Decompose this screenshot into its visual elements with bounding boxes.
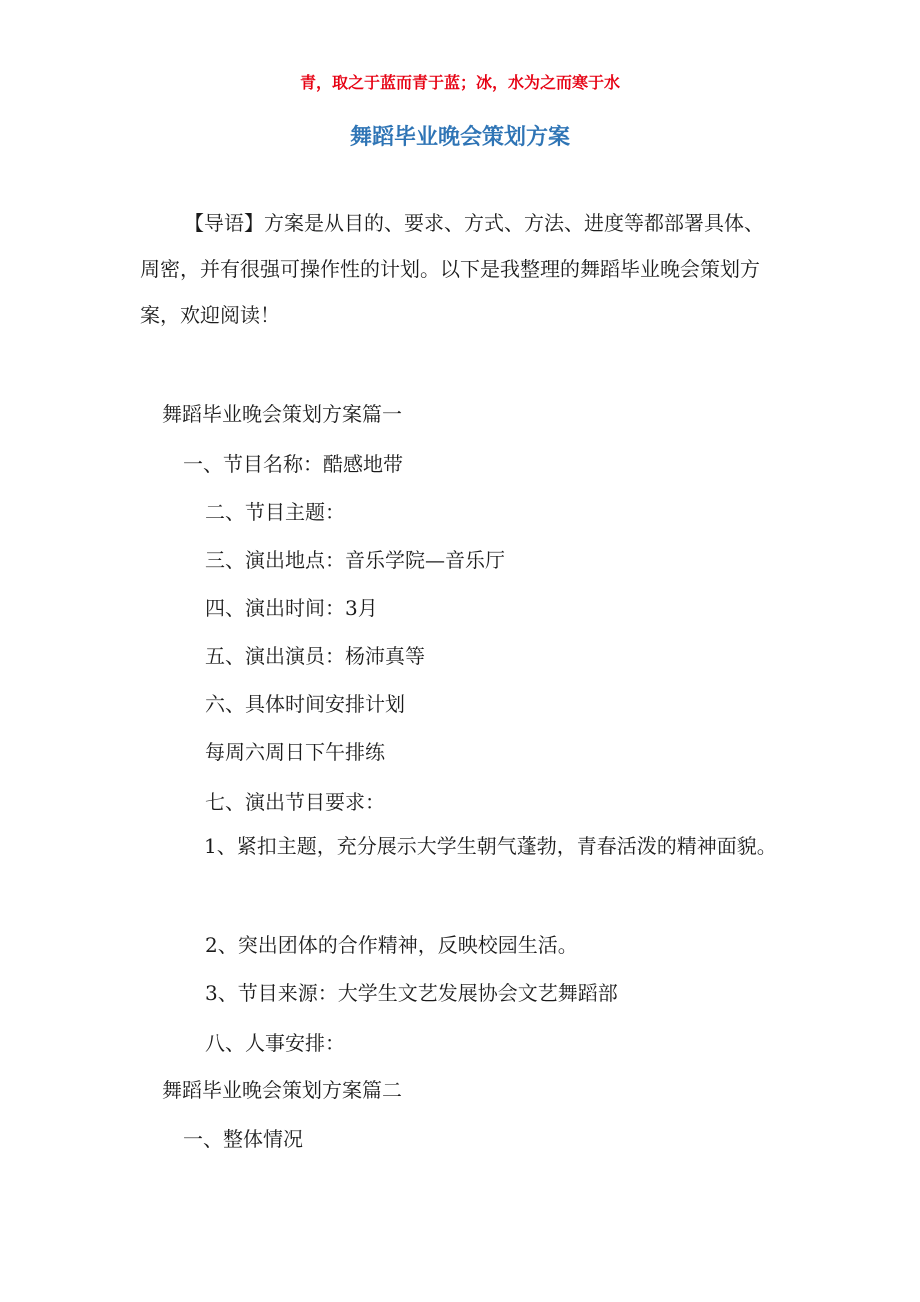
header-motto: 青，取之于蓝而青于蓝；冰，水为之而寒于水: [299, 73, 620, 92]
section1-item-time: 四、演出时间：3月: [205, 596, 378, 620]
section2-heading: 舞蹈毕业晚会策划方案篇二: [162, 1078, 402, 1102]
section1-item-venue: 三、演出地点：音乐学院—音乐厅: [205, 548, 505, 572]
section1-item-requirements: 七、演出节目要求：: [205, 790, 385, 814]
section1-item-staffing: 八、人事安排：: [205, 1031, 345, 1055]
section2-item-overview: 一、整体情况: [183, 1127, 303, 1151]
requirement-1: 1、紧扣主题，充分展示大学生朝气蓬勃，青春活泼的精神面貌。: [204, 834, 777, 858]
section1-heading: 舞蹈毕业晚会策划方案篇一: [162, 402, 402, 426]
section1-item-schedule-heading: 六、具体时间安排计划: [205, 692, 405, 716]
intro-paragraph: 【导语】方案是从目的、要求、方式、方法、进度等都部署具体、周密，并有很强可操作性的计划。以下是我整理的舞蹈毕业晚会策划方案，欢迎阅读！: [140, 211, 764, 327]
document-title: 舞蹈毕业晚会策划方案: [349, 125, 570, 150]
section1-item-theme: 二、节目主题：: [205, 500, 345, 524]
section1-item-name: 一、节目名称：酷感地带: [183, 452, 403, 476]
requirement-2: 2、突出团体的合作精神，反映校园生活。: [205, 933, 578, 957]
requirement-3: 3、节目来源：大学生文艺发展协会文艺舞蹈部: [205, 981, 618, 1005]
section1-item-performers: 五、演出演员：杨沛真等: [205, 644, 425, 668]
section1-schedule-text: 每周六周日下午排练: [205, 740, 385, 764]
